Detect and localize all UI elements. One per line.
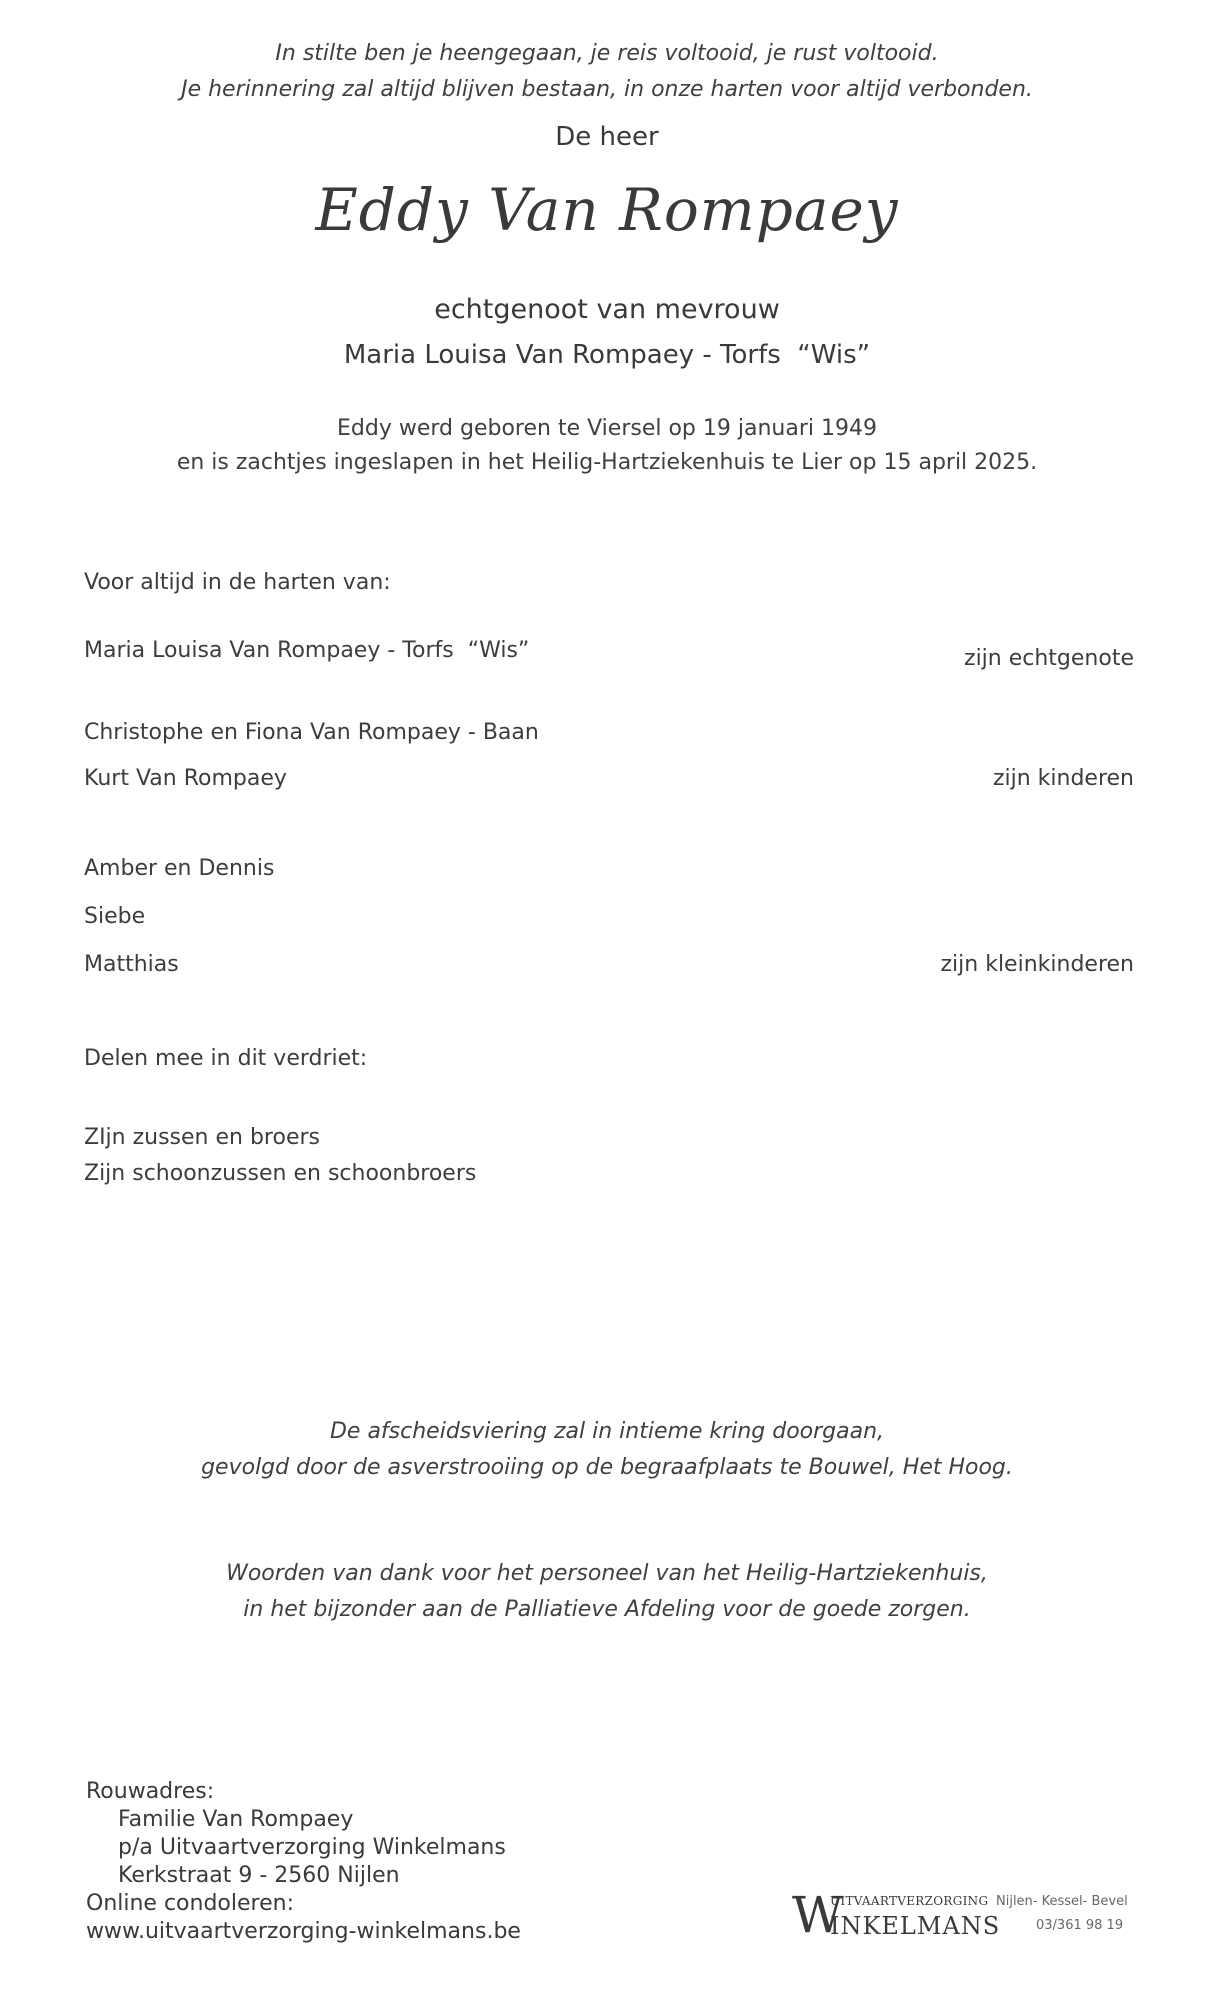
thanks-line-1: Woorden van dank voor het personeel van het Heilig-Hartziekenhuis, xyxy=(226,1561,988,1586)
poem xyxy=(0,36,1214,108)
family-row-child-2 xyxy=(84,766,1134,791)
ceremony-line-2: gevolgd door de asverstrooiing op de begraafplaats te Bouwel, Het Hoog. xyxy=(201,1455,1013,1480)
family-spouse-name: Maria Louisa Van Rompaey - Torfs “Wis” xyxy=(84,638,530,663)
family-grandchild-1: Amber en Dennis xyxy=(84,856,275,881)
family-spouse-relation: zijn echtgenote xyxy=(964,646,1134,671)
logo-top-text: UITVAARTVERZORGING xyxy=(830,1894,989,1908)
poem-line-1: In stilte ben je heengegaan, je reis voltooid, je rust voltooid. xyxy=(275,41,939,66)
family-row-child-1 xyxy=(84,720,1134,745)
spouse-name: Maria Louisa Van Rompaey - Torfs “Wis” xyxy=(343,340,871,370)
address-line-3: Kerkstraat 9 - 2560 Nijlen xyxy=(118,1863,400,1888)
website-link[interactable]: www.uitvaartverzorging-winkelmans.be xyxy=(86,1919,521,1944)
thanks-line-2: in het bijzonder aan de Palliatieve Afdeling voor de goede zorgen. xyxy=(243,1597,971,1622)
address-label: Rouwadres: xyxy=(86,1779,215,1804)
poem-line-2: Je herinnering zal altijd blijven bestaan, in onze harten voor altijd verbonden. xyxy=(181,77,1033,102)
family-grandchild-2: Siebe xyxy=(84,904,146,929)
share-item-1: ZIjn zussen en broers xyxy=(84,1125,320,1150)
family-child-2: Kurt Van Rompaey xyxy=(84,766,287,791)
title: De heer xyxy=(555,122,659,152)
address-block xyxy=(86,1778,521,1946)
online-label: Online condoleren: xyxy=(86,1891,294,1916)
logo-phone: 03/361 98 19 xyxy=(1036,1918,1124,1933)
share-list xyxy=(84,1120,1134,1192)
ceremony xyxy=(0,1414,1214,1486)
logo-initial: W xyxy=(792,1886,844,1944)
share-heading: Delen mee in dit verdriet: xyxy=(84,1046,368,1071)
birth-info xyxy=(0,412,1214,480)
deceased-name: Eddy Van Rompaey xyxy=(315,176,899,244)
family-grandchildren-relation: zijn kleinkinderen xyxy=(940,952,1134,977)
family-child-1: Christophe en Fiona Van Rompaey - Baan xyxy=(84,720,539,745)
address-line-2: p/a Uitvaartverzorging Winkelmans xyxy=(118,1835,506,1860)
family-row-grandchild-3 xyxy=(84,952,1134,977)
spouse-intro: echtgenoot van mevrouw xyxy=(434,294,780,325)
family-heading: Voor altijd in de harten van: xyxy=(84,570,391,595)
logo-towns: Nijlen- Kessel- Bevel xyxy=(996,1894,1128,1909)
birth-line-1: Eddy werd geboren te Viersel op 19 januari 1949 xyxy=(337,416,877,441)
logo-bottom-text: INKELMANS xyxy=(830,1912,1001,1940)
funeral-home-logo xyxy=(792,1886,1142,1950)
birth-line-2: en is zachtjes ingeslapen in het Heilig-Hartziekenhuis te Lier op 15 april 2025. xyxy=(176,450,1038,475)
family-children-relation: zijn kinderen xyxy=(992,766,1134,791)
ceremony-line-1: De afscheidsviering zal in intieme kring doorgaan, xyxy=(329,1419,885,1444)
share-item-2: Zijn schoonzussen en schoonbroers xyxy=(84,1161,477,1186)
family-row-spouse xyxy=(84,638,1134,678)
thanks xyxy=(0,1556,1214,1628)
family-grandchild-3: Matthias xyxy=(84,952,179,977)
address-line-1: Familie Van Rompaey xyxy=(118,1807,354,1832)
family-row-grandchild-2 xyxy=(84,904,1134,929)
family-row-grandchild-1 xyxy=(84,856,1134,881)
